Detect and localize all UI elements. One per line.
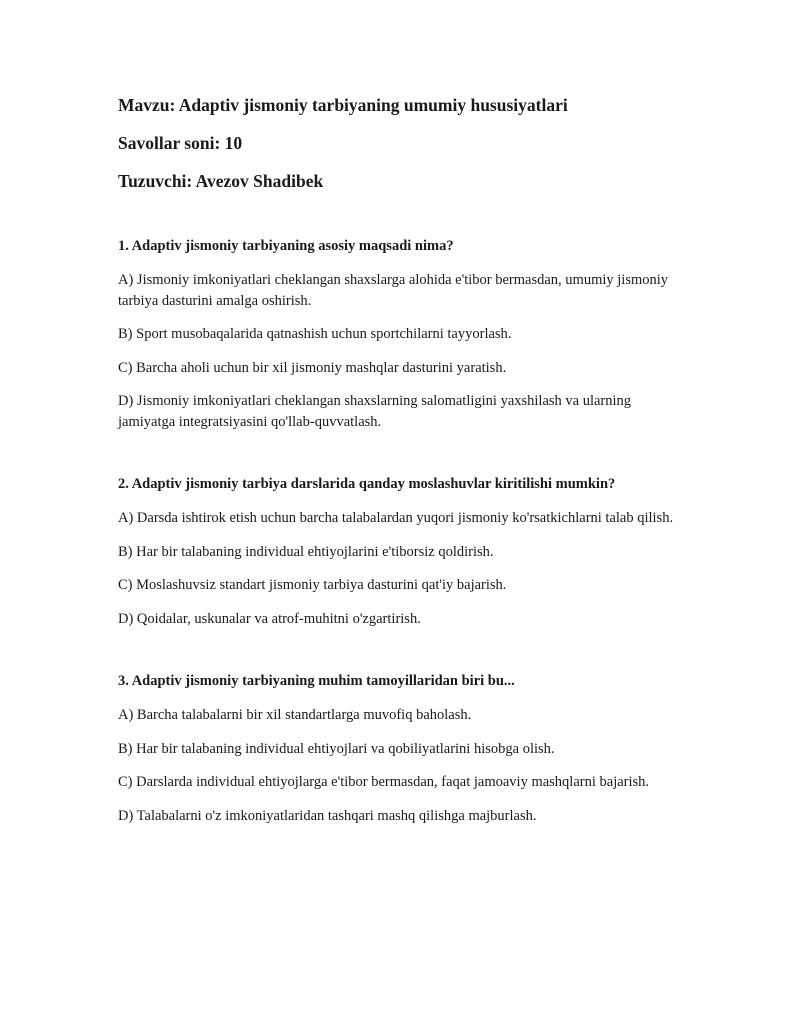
question-block-1 [118, 236, 690, 432]
question-block-3 [118, 671, 690, 826]
answer-option-b: B) Har bir talabaning individual ehtiyojlari va qobiliyatlarini hisobga olish. [118, 740, 555, 757]
question-count-heading: Savollar soni: 10 [118, 133, 243, 153]
answer-option-a: A) Jismoniy imkoniyatlari cheklangan shaxslarga alohida e'tibor bermasdan, umumiy jismoniy tarbiya dasturini amalga oshirish. [118, 272, 669, 309]
question-title: 2. Adaptiv jismoniy tarbiya darslarida qanday moslashuvlar kiritilishi mumkin? [118, 476, 616, 492]
author-heading: Tuzuvchi: Avezov Shadibek [118, 171, 324, 191]
answer-option-c: C) Barcha aholi uchun bir xil jismoniy mashqlar dasturini yaratish. [118, 359, 507, 376]
answer-option-c: C) Darslarda individual ehtiyojlarga e'tibor bermasdan, faqat jamoaviy mashqlarni bajarish. [118, 774, 650, 790]
answer-option-a: A) Barcha talabalarni bir xil standartlarga muvofiq baholash. [118, 707, 472, 723]
topic-heading: Mavzu: Adaptiv jismoniy tarbiyaning umumiy hususiyatlari [118, 95, 568, 115]
question-title: 3. Adaptiv jismoniy tarbiyaning muhim tamoyillaridan biri bu... [118, 673, 515, 689]
answer-option-b: B) Har bir talabaning individual ehtiyojlarini e'tiborsiz qoldirish. [118, 543, 494, 560]
answer-option-d: D) Talabalarni o'z imkoniyatlaridan tashqari mashq qilishga majburlash. [118, 807, 537, 824]
answer-option-b: B) Sport musobaqalarida qatnashish uchun sportchilarni tayyorlash. [118, 326, 512, 342]
answer-option-d: D) Qoidalar, uskunalar va atrof-muhitni o'zgartirish. [118, 610, 421, 627]
question-title: 1. Adaptiv jismoniy tarbiyaning asosiy maqsadi nima? [118, 238, 454, 254]
question-block-2 [118, 474, 690, 629]
answer-option-a: A) Darsda ishtirok etish uchun barcha talabalardan yuqori jismoniy ko'rsatkichlarni talab qilish. [118, 510, 674, 526]
answer-option-c: C) Moslashuvsiz standart jismoniy tarbiya dasturini qat'iy bajarish. [118, 577, 507, 593]
answer-option-d: D) Jismoniy imkoniyatlari cheklangan shaxslarning salomatligini yaxshilash va ularning jamiyatga integratsiyasini qo'llab-quvvatlash. [118, 393, 632, 430]
